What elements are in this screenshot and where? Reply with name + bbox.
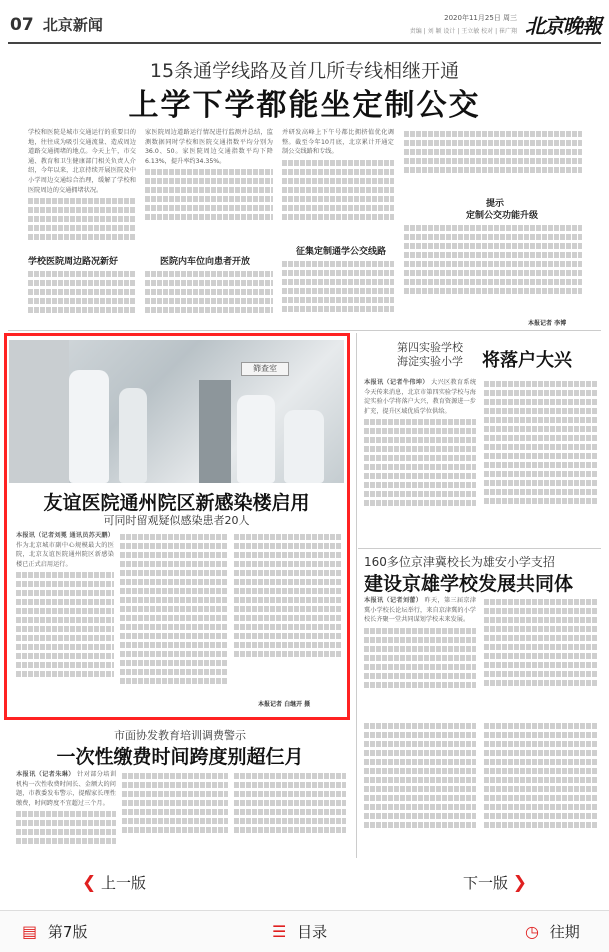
- lead-column-1: [28, 128, 136, 248]
- lead-signature: 本报记者 李博: [528, 320, 567, 327]
- list-icon: ☰: [272, 922, 287, 941]
- featured-byline: 本报讯（记者刘冕 通讯员苏天鹏）: [16, 532, 114, 539]
- principal-column-4: [484, 720, 598, 855]
- featured-headline: 友谊医院通州院区新感染楼启用: [43, 492, 310, 514]
- lead-subhead-1: 学校医院周边路况新好: [28, 257, 119, 267]
- lead-headline: 上学下学都能坐定制公交: [128, 88, 481, 123]
- school-byline: 本报讯（记者牛伟坤）: [364, 379, 429, 386]
- lead-column-2-text: 家医院周边道路运行情况进行监测并总结，监测数据同时学校和医院交通指数平均分别为36.0、50。家医院周边交通指数平均下降6.13%，提升率约34.35%。: [145, 129, 273, 165]
- school-kicker-line-1: 第四实验学校: [397, 341, 463, 354]
- archive-label: 往期: [549, 923, 580, 941]
- divider: [8, 330, 601, 331]
- column-divider: [356, 333, 357, 858]
- issue-date: 2020年11月25日 周三: [444, 14, 517, 22]
- featured-body: 作为北京城市副中心规模最大的医院，北京友谊医院通州院区新感染楼已正式启用运行。: [16, 541, 114, 568]
- clock-icon: ◷: [525, 922, 539, 941]
- school-column-1: [364, 378, 476, 546]
- page-section-label: [10, 14, 103, 35]
- principal-headline: 建设京雄学校发展共同体: [364, 573, 574, 595]
- archive-button[interactable]: [525, 921, 580, 942]
- school-headline: 将落户大兴: [482, 350, 572, 371]
- principal-kicker: 160多位京津冀校长为雄安小学支招: [364, 555, 555, 569]
- lead-subhead-4: 定制公交功能升级: [466, 211, 539, 221]
- fees-byline: 本报讯（记者朱琳）: [16, 771, 75, 778]
- lead-column-2b: [145, 268, 273, 328]
- divider: [358, 548, 601, 549]
- fees-column-2: [122, 770, 228, 855]
- chevron-left-icon: ❮: [82, 873, 97, 893]
- principal-column-2: [484, 596, 598, 716]
- school-column-2: [484, 378, 598, 546]
- fees-column-1: [16, 770, 116, 855]
- lead-subhead-2: 医院内车位向患者开放: [160, 257, 251, 267]
- page-navigation: [0, 870, 609, 900]
- lead-column-1b: [28, 268, 136, 328]
- lead-column-3-text: 并研发高峰上下午号都比拥挤值优化调整。截至今年10月底，北京累计开通定制公交线路和专线。: [282, 129, 394, 156]
- next-page-button[interactable]: [463, 872, 527, 893]
- lead-kicker: 15条通学线路及首几所专线相继开通: [149, 60, 460, 82]
- featured-subheadline: 可同时留观疑似感染患者20人: [103, 514, 250, 527]
- photo-room-sign: 筛查室: [241, 362, 289, 376]
- principal-column-3: [364, 720, 476, 855]
- prev-page-label: 上一版: [101, 874, 147, 892]
- lead-subhead-3: 征集定制通学公交线路: [296, 247, 387, 257]
- featured-column-2: [120, 531, 228, 711]
- principal-column-1: [364, 596, 476, 716]
- lead-column-4b: [404, 222, 582, 318]
- newspaper-logo: 北京晚報: [525, 14, 601, 38]
- lead-column-3: [282, 128, 394, 240]
- prev-page-button[interactable]: [82, 872, 146, 893]
- lead-column-2: [145, 128, 273, 248]
- fees-kicker: 市面协发教育培训调费警示: [114, 729, 246, 742]
- next-page-label: 下一版: [462, 874, 508, 892]
- lead-column-4: [404, 128, 582, 188]
- fees-body: 针对部分培训机构一次性收费时间长、金额大的问题，市教委发布警示，提醒家长理性缴费，时间跨度不宜超过三个月。: [16, 771, 116, 807]
- page-number: 07: [10, 15, 34, 35]
- principal-byline: 本报讯（记者刘蕾）: [364, 597, 423, 604]
- staff-credits: 责编 | 刘 颖 设计 | 王立敏 校对 | 崔广翔: [409, 28, 517, 35]
- toc-label: 目录: [297, 923, 328, 941]
- table-of-contents-button[interactable]: [272, 921, 327, 942]
- school-kicker: [397, 341, 463, 369]
- chevron-right-icon: ❯: [512, 873, 527, 893]
- school-kicker-line-2: 海淀实验小学: [397, 355, 463, 368]
- featured-photo: [9, 340, 344, 483]
- featured-column-3: [234, 531, 342, 691]
- bottom-toolbar: [0, 910, 609, 952]
- page-list-button[interactable]: [22, 921, 87, 942]
- featured-column-1: [16, 531, 114, 711]
- current-page-label: 第7版: [47, 923, 88, 941]
- section-name: 北京新闻: [42, 16, 103, 34]
- lead-column-3b: [282, 258, 394, 328]
- page-icon: ▤: [22, 922, 38, 941]
- fees-headline: 一次性缴费时间跨度别超仨月: [56, 746, 304, 768]
- featured-photo-credit: 本报记者 白继开 摄: [258, 701, 311, 708]
- page-header: [8, 6, 601, 44]
- school-body: 大兴区教育系统今天传来消息，北京市第四实验学校与海淀实验小学将落户大兴，教育资源进一步扩充，提升区域优质学位供给。: [364, 379, 476, 415]
- lead-column-1-text: 学校和医院是城市交通运行的重要目的地，往往成为吸引交通流量、造成周边道路交通拥堵的地点。今天上午，市交通、教育和卫生健康部门相关负责人介绍，今年以来，北京持续开展医院及中小学周边交通综合治理，缓解了学校和医院周边的交通拥堵状况。: [28, 129, 136, 194]
- principal-body: 昨天，第三届京津冀小学校长论坛举行，来自京津冀的小学校长齐聚一堂共同谋划学校未来发展。: [364, 597, 476, 624]
- lead-tip-label: 提示: [486, 199, 505, 209]
- fees-column-3: [234, 770, 346, 855]
